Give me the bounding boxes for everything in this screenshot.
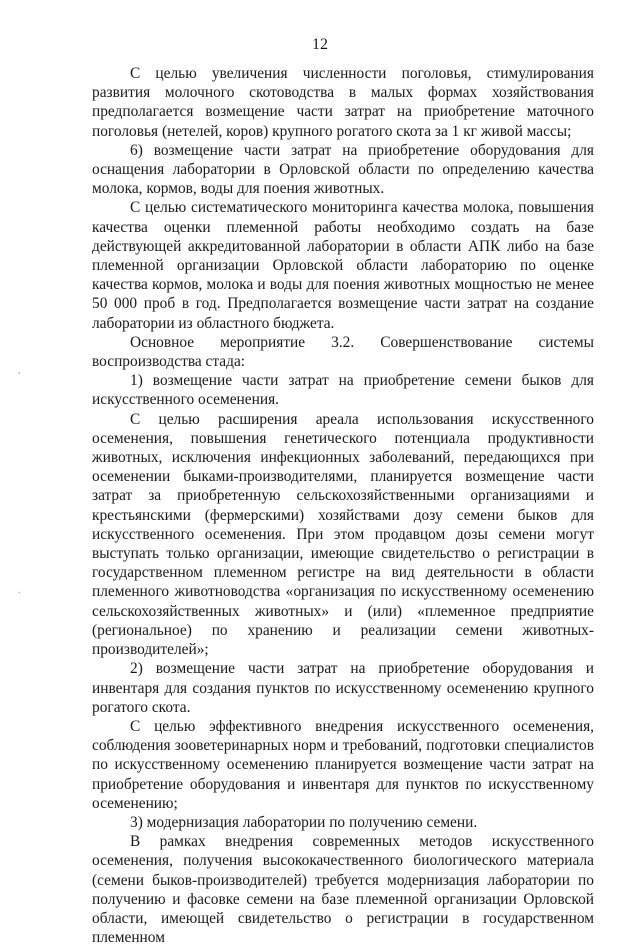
paragraph: С целью увеличения численности поголовья, стимулирования развития молочного скотоводства в малых формах хозяйствования предполагается возмещение части затрат на приобретение маточного поголовья (нетелей, коров) крупного рогатого скота за 1 кг живой массы; [92, 65, 594, 140]
paragraph: С целью эффективного внедрения искусственного осеменения, соблюдения зооветеринарных норм и требований, подготовки специалистов по искусственному осеменению планируется возмещение части затрат на приобретение оборудования и инвентаря для пунктов по искусственному осеменению; [92, 717, 594, 812]
paragraph: 2) возмещение части затрат на приобретение оборудования и инвентаря для создания пунктов по искусственному осеменению крупного рогатого скота. [92, 660, 594, 716]
margin-mark: , [18, 365, 21, 376]
paragraph: 6) возмещение части затрат на приобретение оборудования для оснащения лаборатории в Орловской области по определению качества молока, кормов, воды для поения животных. [92, 141, 594, 198]
paragraph: С целью расширения ареала использования искусственного осеменения, повышения генетического потенциала продуктивности животных, исключения инфекционных заболеваний, передающихся при осеменении быками-производителями, планируется возмещение части затрат за приобретенную сельскохозяйственными организациями и крестьянскими (фермерскими) хозяйствами дозу семени быков для искусственного осеменения. При этом продавцом дозы семени могут выступать только организации, имеющие свидетельство о регистрации в государственном племенном регистре на вид деятельности в области племенного животноводства «организация по искусственному осеменению сельскохозяйственных животных» и (или) «племенное предприятие (региональное) по хранению и реализации семени животных-производителей»; [92, 410, 594, 659]
paragraph: В рамках внедрения современных методов искусственного осеменения, получения высококачественного биологического материала (семени быков-производителей) требуется модернизация лаборатории по получению и фасовке семени на базе племенной организации Орловской области, имеющей свидетельство о регистрации в государственном племенном [92, 833, 594, 947]
margin-mark: . [18, 585, 21, 596]
document-body [92, 64, 594, 947]
paragraph: 3) модернизация лаборатории по получению семени. [130, 813, 478, 831]
paragraph: С целью систематического мониторинга качества молока, повышения качества оценки племенной работы необходимо создать на базе действующей аккредитованной лаборатории в области АПК либо на базе племенной организации Орловской области лабораторию по оценке качества кормов, молока и воды для поения животных мощностью не менее 50 000 проб в год. Предполагается возмещение части затрат на создание лаборатории из областного бюджета. [92, 199, 594, 332]
page-number: 12 [312, 36, 328, 53]
section-heading-paragraph: Основное мероприятие 3.2. Совершенствование системы воспроизводства стада: [92, 333, 594, 371]
paragraph: 1) возмещение части затрат на приобретение семени быков для искусственного осеменения. [92, 372, 594, 409]
